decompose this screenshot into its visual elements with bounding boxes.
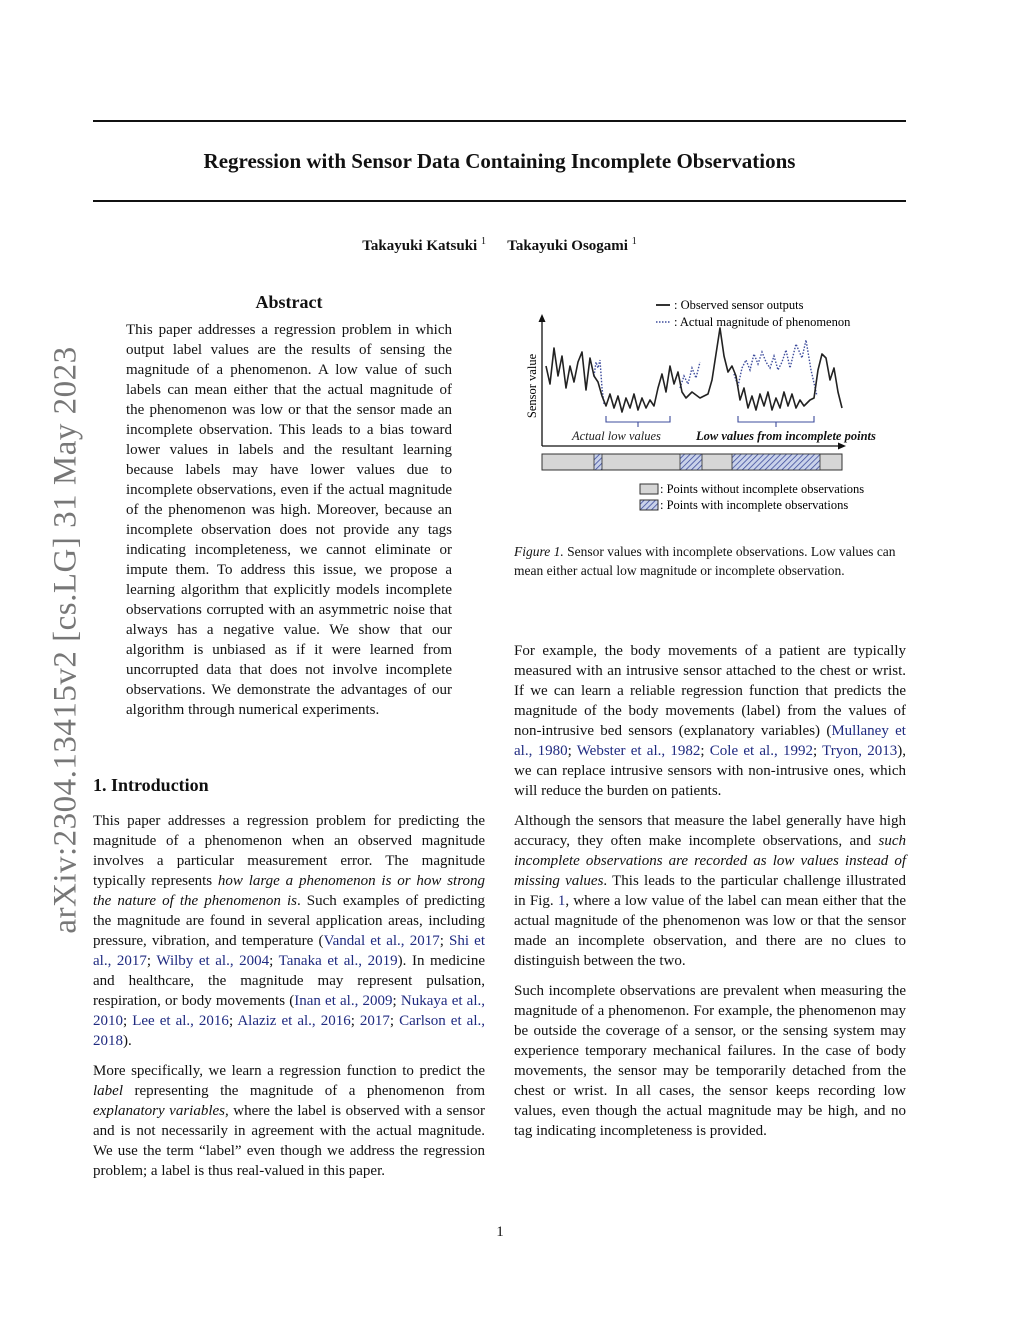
page-number: 1 [496,1224,504,1240]
annotation-actual-low: Actual low values [572,429,661,443]
body-text: , where a low value of the label can mean either that the actual magnitude of the phenomenon was low or that the sensor made an incomplete observation, and there are no clues to distinguish between the two. [514,893,906,969]
brace-actual-low [606,416,670,427]
title-bottom-rule [93,200,906,202]
body-text: ). In medicine and healthcare, the magnitude may represent pulsation, respiration, or body movements ( [93,953,486,1009]
timeline-incomplete-segment [680,454,702,470]
emphasis-text: label [93,1083,123,1099]
author-name: Takayuki Katsuki [362,238,478,254]
legend-without-swatch [640,484,658,494]
body-text: ; [269,953,279,969]
citation-link[interactable]: Shi et al., 2017 [93,933,485,969]
author-list [93,236,906,255]
emphasis-text: such incomplete observations are recorded as low values instead of missing values [514,833,906,889]
arxiv-stamp: arXiv:2304.13415v2 [cs.LG] 31 May 2023 [47,346,84,934]
citation-link[interactable]: Tryon, 2013 [822,743,898,759]
citation-link[interactable]: 1 [557,893,566,909]
paragraph [514,981,906,1141]
left-column [93,811,485,1191]
citation-link[interactable]: Cole et al., 1992 [709,743,813,759]
citation-link[interactable]: Alaziz et al., 2016 [237,1013,351,1029]
legend-with-label: : Points with incomplete observations [660,498,849,512]
body-text: ; [392,993,401,1009]
body-text: For example, the body movements of a patient are typically measured with an intrusive sensor attached to the chest or wrist. If we can learn a reliable regression function that predicts the magnitude of the body movements (label) from the values of non-intrusive bed sensors (explanatory variables) ( [514,643,906,739]
figure-caption [514,542,906,580]
body-text: More specifically, we learn a regression function to predict the [93,1063,485,1079]
body-text: , where the label is observed with a sensor and is not necessarily in agreement with the actual magnitude. We use the term “label” even though we address the regression problem; a label is thus real-valued in this paper. [93,1103,485,1179]
paragraph [93,811,485,1051]
body-text: ), we can replace intrusive sensors with non-intrusive ones, which will reduce the burden on patients. [514,743,906,799]
body-text: ; [439,933,450,949]
body-text: representing the magnitude of a phenomenon from [123,1083,485,1099]
y-axis-arrow [539,314,546,322]
body-text: This paper addresses a regression problem for predicting the magnitude of a phenomenon when an observed magnitude involves a particular measurement error. The magnitude typically represents [93,813,485,889]
body-text: . Such examples of predicting the magnitude are found in several application areas, including pressure, vibration, and temperature ( [93,893,485,949]
citation-link[interactable]: Inan et al., 2009 [294,993,393,1009]
brace-incomplete [738,416,814,427]
citation-link[interactable]: Vandal et al., 2017 [323,933,440,949]
legend-without-label: : Points without incomplete observations [660,482,865,496]
body-text: ). [123,1033,132,1049]
body-text: ; [389,1013,400,1029]
top-rule [93,120,906,122]
author-name: Takayuki Osogami [507,238,628,254]
timeline-incomplete-segment [594,454,602,470]
body-text: . This leads to the particular challenge illustrated in Fig. [514,873,906,909]
body-text: ; [146,953,157,969]
paper-title: Regression with Sensor Data Containing Incomplete Observations [203,149,796,173]
citation-link[interactable]: Mullaney et al., 1980 [514,723,906,759]
paragraph [514,811,906,971]
body-text: ; [228,1013,238,1029]
paragraph [93,1061,485,1181]
x-axis-arrow [838,443,846,450]
annotation-incomplete: Low values from incomplete points [696,429,876,443]
legend-actual-label: : Actual magnitude of phenomenon [674,315,851,329]
author-affiliation: 1 [631,236,637,247]
y-axis-label: Sensor value [525,353,539,419]
citation-link[interactable]: Nukaya et al., 2010 [93,993,486,1029]
legend-observed-label: : Observed sensor outputs [674,298,804,312]
emphasis-text: explanatory variables [93,1103,226,1119]
abstract-heading: Abstract [255,292,323,312]
caption-text: Sensor values with incomplete observations. Low values can mean either actual low magnitude or incomplete observation. [514,544,896,578]
abstract-text: This paper addresses a regression problem in which output label values are the results of sensing the magnitude of a phenomenon. A low value of such labels can mean either that the actual magnitude of the phenomenon was low or that the sensor made an incomplete observation. This leads to a bias toward lower values in labels and the resultant learning because labels may have lower values due to incomplete observations, even if the actual magnitude of the phenomenon was high. Moreover, because an incomplete observation does not provide any tags indicating incompleteness, we cannot eliminate or impute them. To address this issue, we propose a learning algorithm that explicitly models incomplete observations corrupted with an asymmetric noise that always has a negative value. We show that our algorithm is unbiased as if it were learned from uncorrupted data that does not involve incomplete observations. We demonstrate the advantages of our algorithm through numerical experiments. [126,322,452,718]
citation-link[interactable]: Lee et al., 2016 [132,1013,229,1029]
timeline-incomplete-segment [732,454,820,470]
body-text: ; [812,743,823,759]
section-heading: 1. Introduction [93,775,209,795]
citation-link[interactable]: Carlson et al., 2018 [93,1013,485,1049]
author-affiliation: 1 [480,236,486,247]
body-text: ; [567,743,577,759]
body-text: ; [350,1013,360,1029]
citation-link[interactable]: Tanaka et al., 2019 [278,953,398,969]
body-text: Such incomplete observations are prevalent when measuring the magnitude of a phenomenon. For example, the phenomenon may be outside the coverage of a sensor, or the sensing system may experience temporary mechanical failures. In the case of body movements, the sensor may be temporarily detached from the chest or wrist. In all cases, the sensor keeps recording low values, even though the actual magnitude may be high, and no tag indicating incompleteness is provided. [514,983,906,1139]
paragraph [514,641,906,801]
right-column [514,641,906,1151]
figure-1 [514,296,906,516]
citation-link[interactable]: Wilby et al., 2004 [156,953,270,969]
emphasis-text: how large a phenomenon is or how strong the nature of the phenomenon is [93,873,485,909]
legend-with-swatch [640,500,658,510]
body-text: ; [123,1013,133,1029]
caption-label: Figure 1. [514,544,564,559]
body-text: Although the sensors that measure the label generally have high accuracy, they often make incomplete observations, and [514,813,906,849]
observed-sensor-curve [546,328,842,412]
citation-link[interactable]: Webster et al., 1982 [576,743,701,759]
citation-link[interactable]: 2017 [359,1013,390,1029]
body-text: ; [700,743,710,759]
